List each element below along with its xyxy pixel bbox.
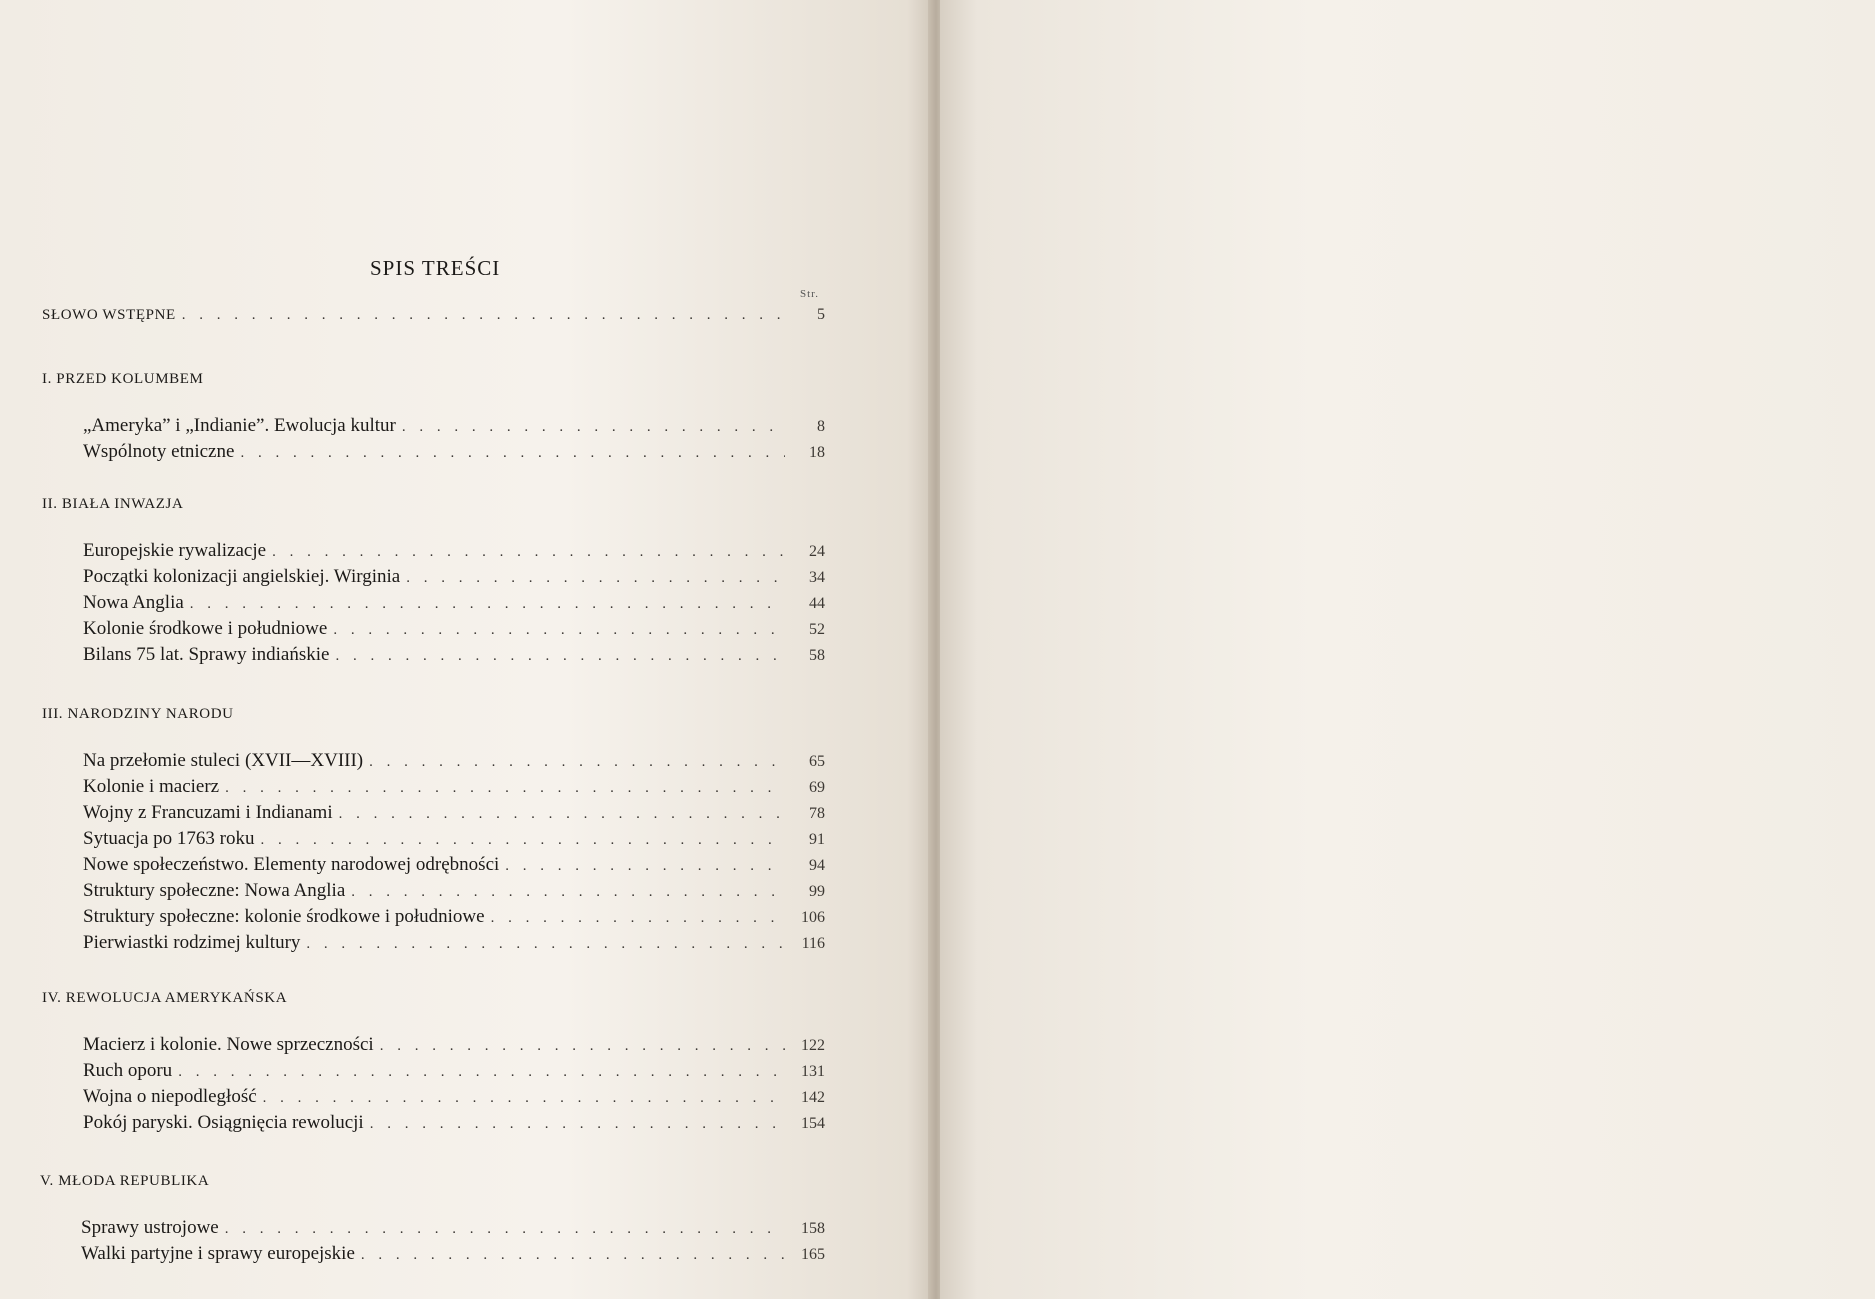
- section-heading: IV. REWOLUCJA AMERYKAŃSKA: [42, 990, 288, 1006]
- toc-entry-title: „Ameryka” i „Indianie”. Ewolucja kultur: [83, 415, 396, 436]
- leader-dots: [263, 1090, 785, 1107]
- toc-entry: [83, 932, 825, 958]
- section-heading: III. NARODZINY NARODU: [42, 706, 234, 722]
- toc-entry-page: 142: [801, 1089, 825, 1106]
- toc-entry-title: Kolonie środkowe i południowe: [83, 618, 328, 639]
- toc-entry-title: Pierwiastki rodzimej kultury: [83, 932, 301, 953]
- section-2: [42, 496, 825, 670]
- toc-entry-intro: [42, 306, 825, 332]
- section-heading: I. PRZED KOLUMBEM: [42, 371, 204, 387]
- toc-entry: [83, 828, 825, 854]
- toc-entry-title: Nowe społeczeństwo. Elementy narodowej odrębności: [83, 854, 500, 875]
- right-page: [940, 0, 1875, 1299]
- toc-entry-title: Pokój paryski. Osiągnięcia rewolucji: [83, 1112, 364, 1133]
- toc-entry-page: 5: [817, 306, 825, 323]
- section-heading: II. BIAŁA INWAZJA: [42, 496, 184, 512]
- section-entries: [81, 1217, 825, 1269]
- toc-entry-title: Walki partyjne i sprawy europejskie: [81, 1243, 355, 1264]
- toc-entry: [83, 776, 825, 802]
- leader-dots: [335, 648, 785, 665]
- toc-entry: [83, 566, 825, 592]
- toc-entry: [83, 854, 825, 880]
- section-3: [42, 706, 825, 958]
- toc-entry: [83, 1112, 825, 1138]
- toc-entry-page: 91: [809, 831, 825, 848]
- toc-entry-page: 78: [809, 805, 825, 822]
- toc-entry-page: 158: [801, 1220, 825, 1237]
- toc-entry: [83, 441, 825, 467]
- leader-dots: [369, 754, 785, 771]
- intro-section: [42, 306, 825, 332]
- section-1: [42, 371, 825, 467]
- toc-entry-page: 94: [809, 857, 825, 874]
- toc-entry-page: 34: [809, 569, 825, 586]
- leader-dots: [406, 570, 785, 587]
- toc-entry-title: Europejskie rywalizacje: [83, 540, 267, 561]
- toc-entry: [83, 592, 825, 618]
- toc-entry-page: 8: [817, 418, 825, 435]
- toc-entry-title: Struktury społeczne: Nowa Anglia: [83, 880, 346, 901]
- toc-entry-page: 122: [801, 1037, 825, 1054]
- leader-dots: [261, 832, 785, 849]
- toc-entry-title: Kolonie i macierz: [83, 776, 220, 797]
- section-4: [42, 990, 825, 1138]
- toc-entry-title: Bilans 75 lat. Sprawy indiańskie: [83, 644, 330, 665]
- leader-dots: [361, 1247, 785, 1264]
- leader-dots: [240, 445, 785, 462]
- toc-entry-title: Struktury społeczne: kolonie środkowe i południowe: [83, 906, 485, 927]
- toc-entry: [81, 1217, 825, 1243]
- toc-entry: [83, 1086, 825, 1112]
- leader-dots: [491, 910, 785, 927]
- section-entries: [83, 1034, 825, 1138]
- toc-entry-title: Sprawy ustrojowe: [81, 1217, 219, 1238]
- section-entries: [83, 540, 825, 670]
- leader-dots: [178, 1064, 785, 1081]
- toc-entry-page: 165: [801, 1246, 825, 1263]
- toc-entry: [81, 1243, 825, 1269]
- leader-dots: [190, 596, 785, 613]
- leader-dots: [380, 1038, 785, 1055]
- toc-entry-page: 131: [801, 1063, 825, 1080]
- toc-entry: [83, 415, 825, 441]
- toc-entry-title: Ruch oporu: [83, 1060, 173, 1081]
- leader-dots: [182, 307, 785, 324]
- toc-entry-title: Sytuacja po 1763 roku: [83, 828, 255, 849]
- toc-entry-page: 69: [809, 779, 825, 796]
- toc-entry-title: Wojny z Francuzami i Indianami: [83, 802, 333, 823]
- toc-entry-page: 18: [809, 444, 825, 461]
- toc-entry-title: Nowa Anglia: [83, 592, 184, 613]
- leader-dots: [306, 936, 785, 953]
- leader-dots: [402, 419, 785, 436]
- toc-entry: [83, 802, 825, 828]
- toc-entry-page: 116: [801, 935, 825, 952]
- toc-entry: [83, 618, 825, 644]
- leader-dots: [351, 884, 785, 901]
- leader-dots: [339, 806, 785, 823]
- toc-entry: [83, 880, 825, 906]
- toc-entry-title: Na przełomie stuleci (XVII—XVIII): [83, 750, 364, 771]
- toc-entry-page: 99: [809, 883, 825, 900]
- toc-entry: [83, 540, 825, 566]
- toc-entry-title: Początki kolonizacji angielskiej. Wirginia: [83, 566, 401, 587]
- section-5: [40, 1173, 825, 1269]
- toc-entry-page: 154: [801, 1115, 825, 1132]
- toc-entry: [83, 1034, 825, 1060]
- toc-entry-page: 106: [801, 909, 825, 926]
- section-entries: [83, 750, 825, 958]
- toc-entry: [83, 1060, 825, 1086]
- page-column-header: Str.: [800, 288, 819, 300]
- toc-entry: [83, 906, 825, 932]
- section-heading: V. MŁODA REPUBLIKA: [40, 1173, 210, 1189]
- section-entries: [83, 415, 825, 467]
- toc-entry-title: SŁOWO WSTĘPNE: [42, 307, 176, 323]
- leader-dots: [225, 1221, 785, 1238]
- leader-dots: [333, 622, 785, 639]
- leader-dots: [370, 1116, 785, 1133]
- page-title: SPIS TREŚCI: [370, 256, 501, 280]
- toc-entry-title: Wojna o niepodległość: [83, 1086, 257, 1107]
- toc-entry-page: 44: [809, 595, 825, 612]
- toc-entry: [83, 750, 825, 776]
- leader-dots: [225, 780, 785, 797]
- toc-entry-page: 65: [809, 753, 825, 770]
- leader-dots: [505, 858, 785, 875]
- toc-entry-page: 24: [809, 543, 825, 560]
- toc-entry-page: 58: [809, 647, 825, 664]
- left-page: [0, 0, 935, 1299]
- leader-dots: [272, 544, 785, 561]
- toc-entry-page: 52: [809, 621, 825, 638]
- toc-entry: [83, 644, 825, 670]
- toc-entry-title: Macierz i kolonie. Nowe sprzeczności: [83, 1034, 374, 1055]
- toc-entry-title: Wspólnoty etniczne: [83, 441, 235, 462]
